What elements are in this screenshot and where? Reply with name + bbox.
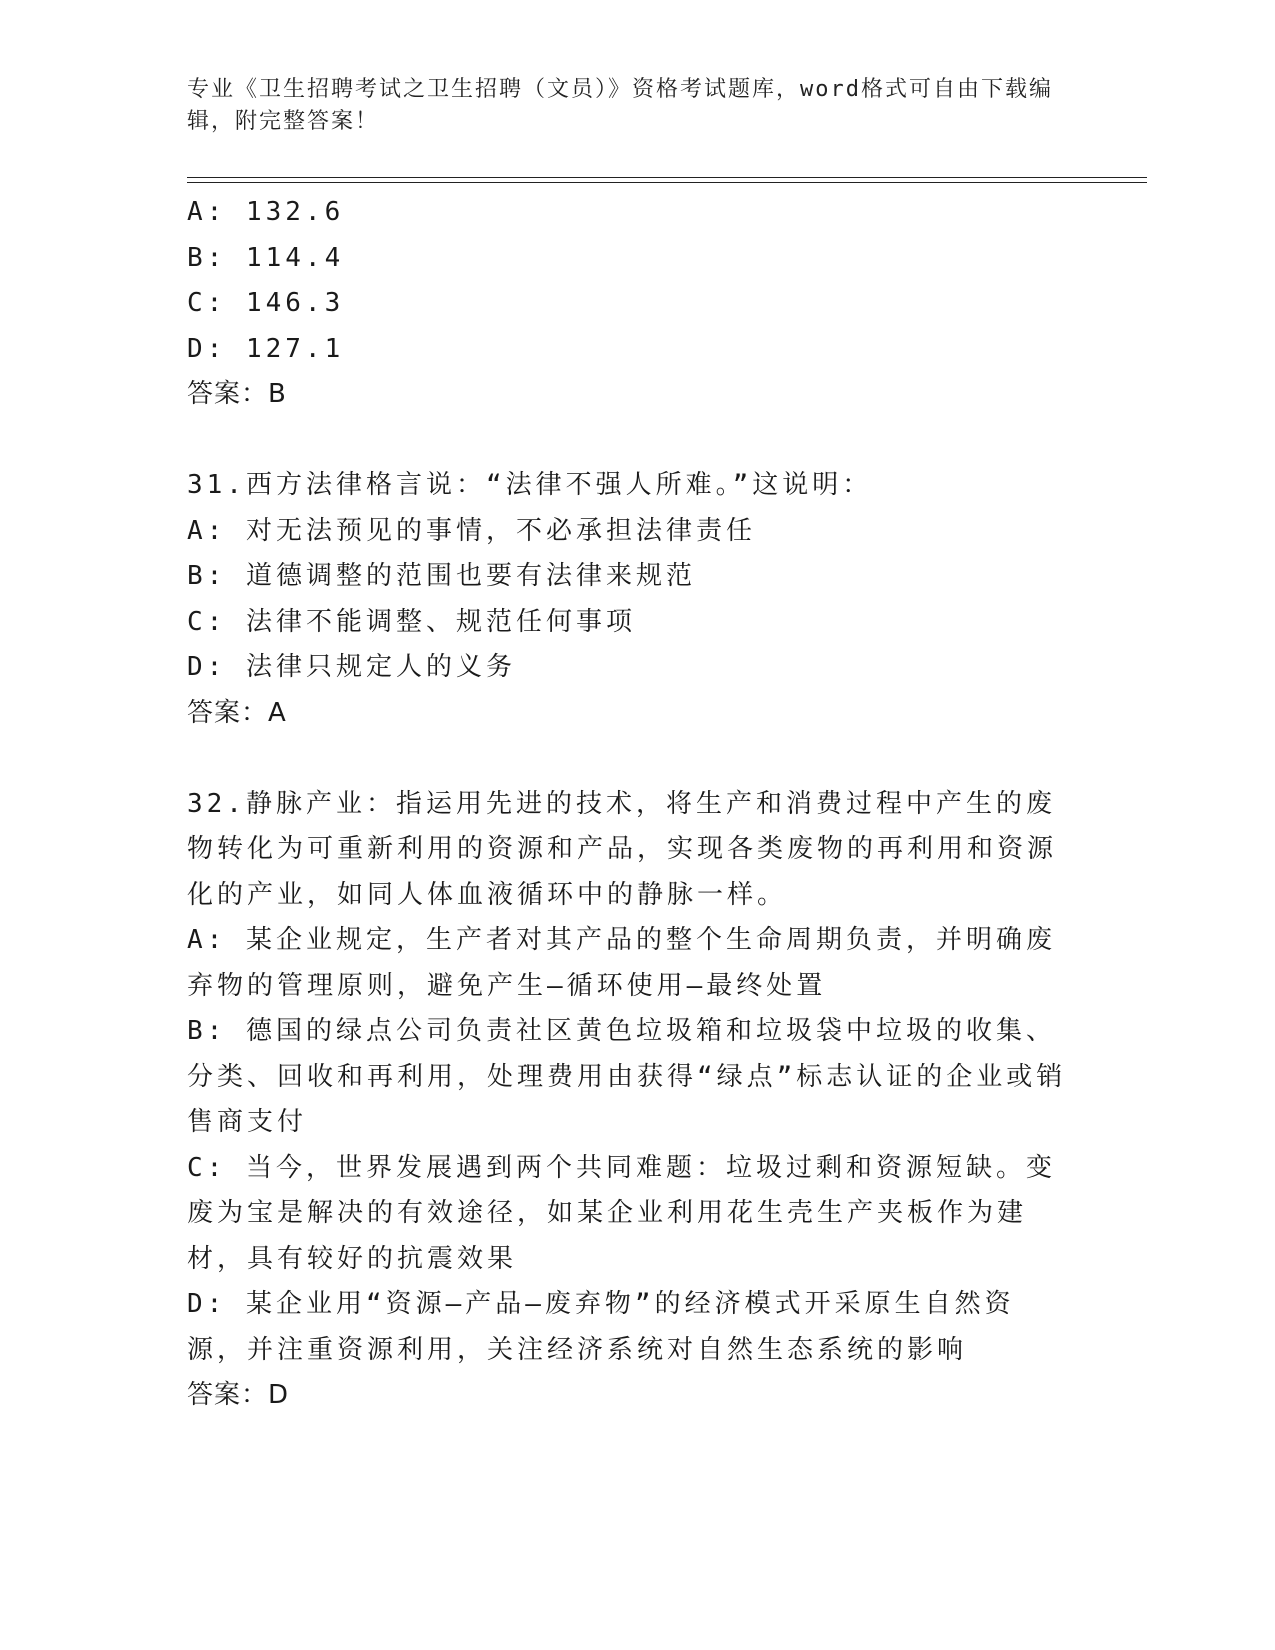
spacer [187,736,1067,782]
option-c: C: 法律不能调整、规范任何事项 [187,606,636,637]
option-a: A: 某企业规定，生产者对其产品的整个生命周期负责，并明确废弃物的管理原则，避免产生—循环使用—最终处置 [187,925,1056,1001]
option-d: D: 127.1 [187,333,345,364]
option-d: D: 法律只规定人的义务 [187,652,516,682]
option-b: B: 道德调整的范围也要有法律来规范 [187,561,696,591]
spacer [187,418,1067,464]
option-b: B: 114.4 [187,242,345,273]
question-30 [187,190,1067,418]
answer-label: 答案：B [187,379,287,409]
option-c: C: 当今，世界发展遇到两个共同难题：垃圾过剩和资源短缺。变废为宝是解决的有效途径，如某企业利用花生壳生产夹板作为建材，具有较好的抗震效果 [187,1152,1056,1274]
question-content [187,190,1067,1419]
option-b: B: 德国的绿点公司负责社区黄色垃圾箱和垃圾袋中垃圾的收集、分类、回收和再利用，处理费用由获得“绿点”标志认证的企业或销售商支付 [187,1016,1067,1137]
answer-label: 答案：D [187,1380,290,1410]
question-stem: 32.静脉产业：指运用先进的技术，将生产和消费过程中产生的废物转化为可重新利用的资源和产品，实现各类废物的再利用和资源化的产业，如同人体血液循环中的静脉一样。 [187,788,1058,910]
answer-label: 答案：A [187,697,287,728]
question-32 [187,782,1067,1419]
document-header: 专业《卫生招聘考试之卫生招聘（文员）》资格考试题库，word格式可自由下载编辑，附完整答案！ [187,77,1053,134]
option-a: A: 132.6 [187,197,345,227]
header-divider-bottom [187,182,1147,183]
option-c: C: 146.3 [187,288,345,318]
option-d: D: 某企业用“资源—产品—废弃物”的经济模式开采原生自然资源，并注重资源利用，关注经济系统对自然生态系统的影响 [187,1289,1015,1365]
option-a: A: 对无法预见的事情，不必承担法律责任 [187,515,756,546]
header-divider-top [187,177,1147,178]
question-31 [187,463,1067,736]
question-stem: 31.西方法律格言说：“法律不强人所难。”这说明： [187,470,873,500]
